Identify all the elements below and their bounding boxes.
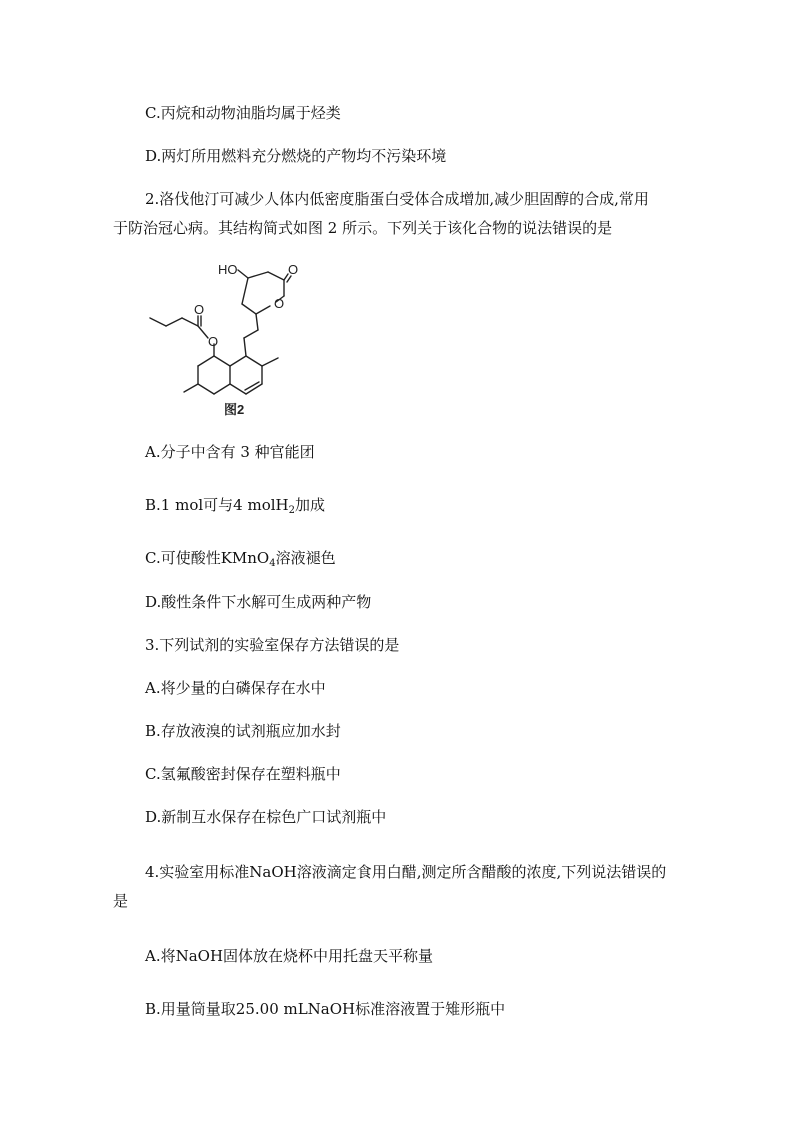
q3-option-b: B.存放液溴的试剂瓶应加水封 — [145, 722, 341, 740]
structure-figure — [146, 258, 310, 420]
q2-option-c-prefix: C.可使酸性KMnO — [145, 549, 270, 567]
ester-carbonyl-o-label: O — [194, 302, 205, 317]
q2-option-b — [145, 495, 325, 515]
q2-option-b-prefix: B.1 mol可与4 molH — [145, 496, 289, 514]
q3-stem: 3.下列试剂的实验室保存方法错误的是 — [145, 636, 400, 654]
q3-option-d: D.新制互水保存在棕色广口试剂瓶中 — [145, 808, 387, 826]
ester-link-o-label: O — [208, 334, 219, 349]
ho-label: HO — [218, 262, 238, 277]
q2-stem-line1: 2.洛伐他汀可减少人体内低密度脂蛋白受体合成增加,减少胆固醇的合成,常用 — [145, 190, 649, 208]
q2-option-a: A.分子中含有 3 种官能团 — [145, 443, 315, 461]
q2-option-b-suffix: 加成 — [294, 496, 325, 514]
q1-option-d: D.两灯所用燃料充分燃烧的产物均不污染环境 — [145, 147, 447, 165]
q2-option-c — [145, 548, 336, 568]
figure-caption: 图2 — [224, 402, 245, 417]
q2-option-c-suffix: 溶液褪色 — [275, 549, 336, 567]
q2-stem-line2: 于防治冠心病。其结构简式如图 2 所示。下列关于该化合物的说法错误的是 — [113, 219, 613, 237]
q2-option-b-subscript: 2 — [288, 505, 295, 516]
lovastatin-structure-diagram — [146, 258, 310, 420]
q3-option-c: C.氢氟酸密封保存在塑料瓶中 — [145, 765, 341, 783]
q2-option-c-subscript: 4 — [269, 558, 276, 569]
q1-option-c: C.丙烷和动物油脂均属于烃类 — [145, 104, 341, 122]
q3-option-a: A.将少量的白磷保存在水中 — [145, 679, 326, 697]
q4-option-a: A.将NaOH固体放在烧杯中用托盘天平称量 — [145, 947, 434, 965]
q4-stem-line2: 是 — [113, 892, 129, 910]
q4-option-b: B.用量筒量取25.00 mLNaOH标准溶液置于雉形瓶中 — [145, 1000, 506, 1018]
carbonyl-o-label: O — [288, 262, 299, 277]
ring-o-label: O — [274, 296, 285, 311]
q2-option-d: D.酸性条件下水解可生成两种产物 — [145, 593, 372, 611]
q4-stem-line1: 4.实验室用标准NaOH溶液滴定食用白醋,测定所含醋酸的浓度,下列说法错误的 — [145, 863, 667, 881]
